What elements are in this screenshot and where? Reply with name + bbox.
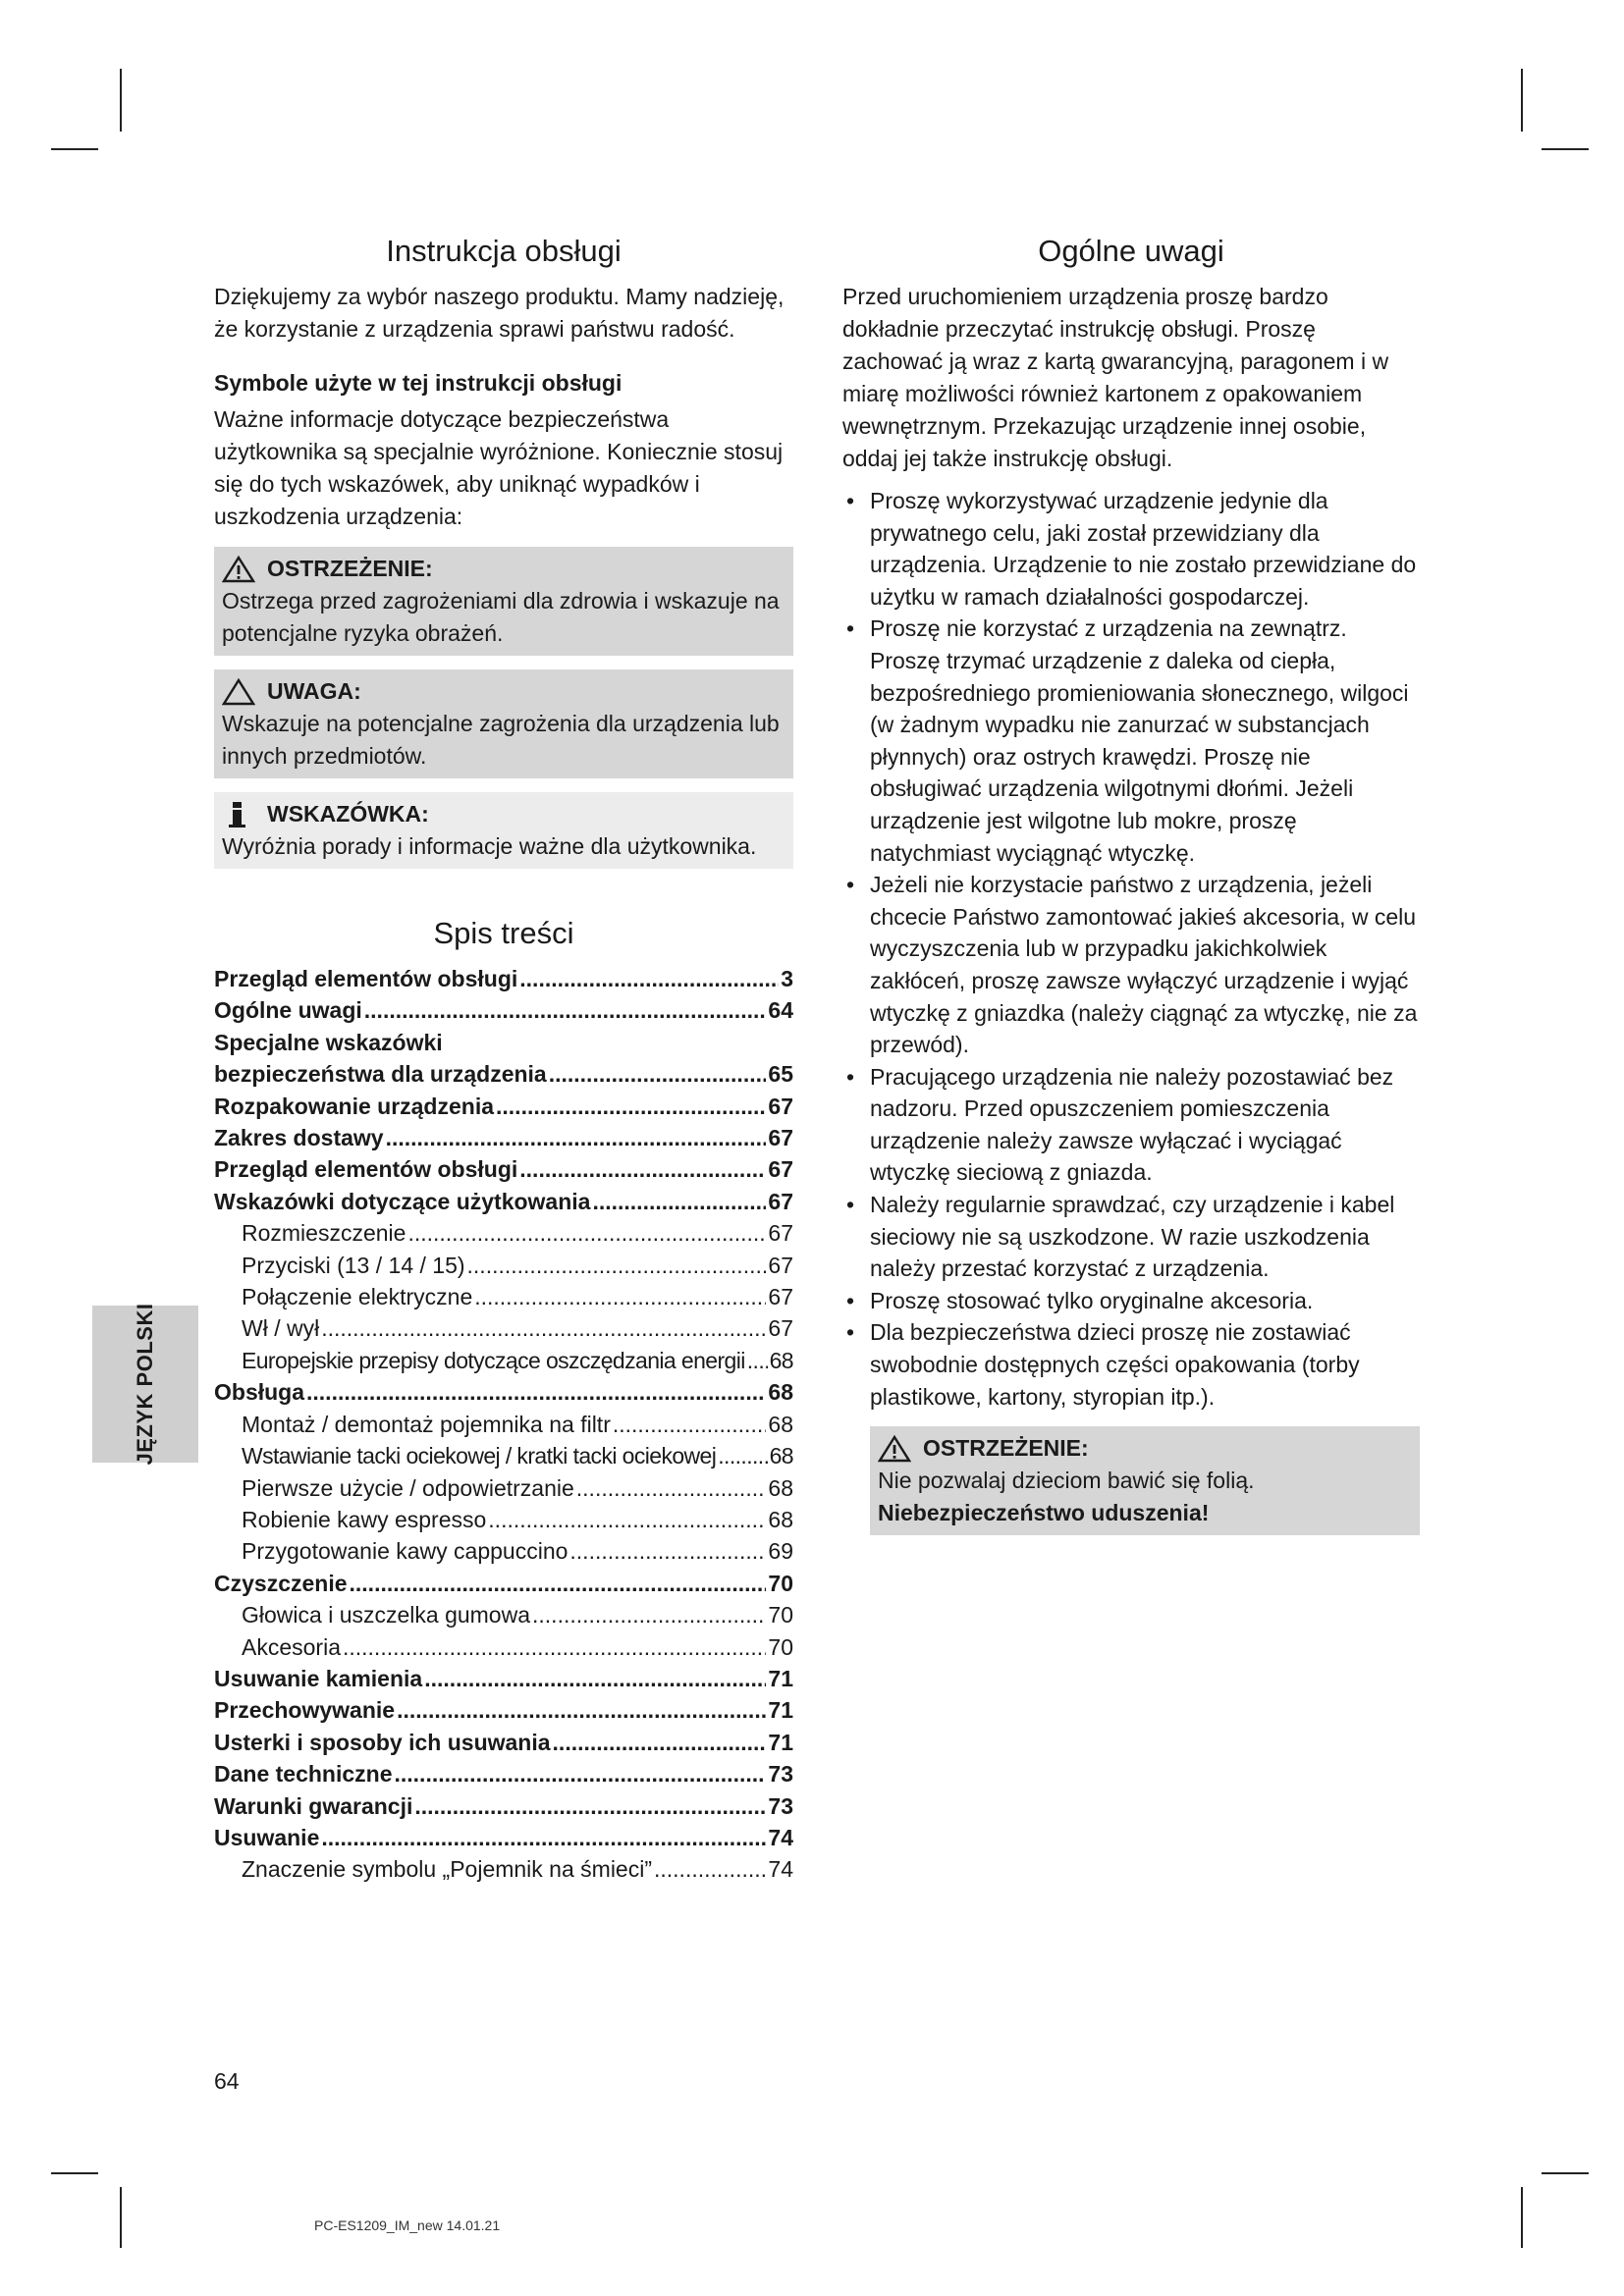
language-side-tab — [92, 1303, 198, 1466]
toc-entry[interactable]: Wskazówki dotyczące użytkowania ..... 67 — [214, 1186, 793, 1217]
right-column — [842, 234, 1420, 1535]
general-notes-intro: Przed uruchomieniem urządzenia proszę bardzo dokładnie przeczytać instrukcję obsługi. Proszę zachować ją wraz z kartą gwarancyjną, paragonem i w miarę możliwości również kartonem z opakowaniem wewnętrznym. Przekazując urządzenie innej osobie, oddaj jej także instrukcję obsługi. — [842, 284, 1389, 471]
crop-mark — [1542, 148, 1589, 150]
symbols-text: Ważne informacje dotyczące bezpieczeństwa użytkownika są specjalnie wyróżnione. Koniecznie stosuj się do tych wskazówek, aby uniknąć wypadków i uszkodzenia urządzenia: — [214, 406, 784, 529]
toc-subentry[interactable]: Akcesoria ..... 70 — [214, 1631, 793, 1663]
note-text: Wyróżnia porady i informacje ważne dla użytkownika. — [222, 833, 757, 859]
warning-title: OSTRZEŻENIE: — [267, 556, 433, 581]
list-item: • Proszę nie korzystać z urządzenia na zewnątrz. Proszę trzymać urządzenie z daleka od ciepła, bezpośredniego promieniowania słonecznego, wilgoci (w żadnym wypadku nie zanurzać w substancjach płynnych) oraz ostrych krawędzi. Proszę nie obsługiwać urządzenia wilgotnymi dłońmi. Jeżeli urządzenie jest wilgotne lub mokre, proszę natychmiast wyciągnąć wtyczkę. — [842, 613, 1420, 869]
packaging-warning-box — [870, 1426, 1420, 1535]
warning-title: OSTRZEŻENIE: — [923, 1435, 1089, 1462]
toc-subentry[interactable]: Głowica i uszczelka gumowa ..... 70 — [214, 1599, 793, 1630]
warning-text: Nie pozwalaj dzieciom bawić się folią. Niebezpieczeństwo uduszenia! — [878, 1468, 1255, 1526]
list-item: • Proszę stosować tylko oryginalne akcesoria. — [842, 1285, 1420, 1317]
info-icon — [222, 800, 255, 829]
toc-entry[interactable]: bezpieczeństwa dla urządzenia ..... 65 — [214, 1058, 793, 1090]
toc-entry[interactable]: Zakres dostawy ..... 67 — [214, 1122, 793, 1153]
list-item: • Proszę wykorzystywać urządzenie jedynie dla prywatnego celu, jaki został przewidziany dla urządzenia. Urządzenie to nie zostało przewidziane do użytku w ramach działalności gospodarczej. — [842, 485, 1420, 613]
caution-text: Wskazuje na potencjalne zagrożenia dla urządzenia lub innych przedmiotów. — [222, 711, 780, 769]
toc-entry[interactable]: Specjalne wskazówki — [214, 1029, 443, 1055]
caution-box — [214, 669, 793, 778]
toc-title: Spis treści — [433, 916, 574, 950]
section-title: Ogólne uwagi — [1038, 234, 1224, 268]
toc-subentry[interactable]: Wstawianie tacki ociekowej / kratki tacki ociekowej ..... 68 — [214, 1440, 793, 1471]
crop-mark — [51, 148, 98, 150]
toc-subentry[interactable]: Znaczenie symbolu „Pojemnik na śmieci” ..... 74 — [214, 1853, 793, 1885]
toc-subentry[interactable]: Robienie kawy espresso ..... 68 — [214, 1504, 793, 1535]
intro-text: Dziękujemy za wybór naszego produktu. Mamy nadzieję, że korzystanie z urządzenia sprawi państwu radość. — [214, 284, 785, 342]
list-item: • Pracującego urządzenia nie należy pozostawiać bez nadzoru. Przed opuszczeniem pomieszczenia urządzenie należy zawsze wyłączać i wyciągać wtyczkę sieciową z gniazda. — [842, 1061, 1420, 1189]
toc-entry[interactable]: Obsługa ..... 68 — [214, 1376, 793, 1408]
toc-entry[interactable]: Przegląd elementów obsługi ..... 3 — [214, 963, 793, 994]
toc-subentry[interactable]: Przygotowanie kawy cappuccino ..... 69 — [214, 1535, 793, 1567]
toc-entry[interactable]: Dane techniczne ..... 73 — [214, 1758, 793, 1789]
table-of-contents — [214, 963, 793, 1886]
list-item: • Dla bezpieczeństwa dzieci proszę nie zostawiać swobodnie dostępnych części opakowania (torby plastikowe, kartony, styropian itp.). — [842, 1316, 1420, 1413]
safety-bullet-list — [842, 485, 1420, 1413]
warning-triangle-icon — [878, 1434, 911, 1464]
toc-subentry[interactable]: Montaż / demontaż pojemnika na filtr ..... 68 — [214, 1409, 793, 1440]
crop-mark — [51, 2172, 98, 2174]
toc-entry[interactable]: Przegląd elementów obsługi ..... 67 — [214, 1153, 793, 1185]
print-footer: PC-ES1209_IM_new 14.01.21 — [314, 2217, 501, 2233]
toc-subentry[interactable]: Połączenie elektryczne ..... 67 — [214, 1281, 793, 1312]
page — [214, 234, 1420, 2197]
warning-triangle-icon — [222, 555, 255, 584]
toc-entry[interactable]: Czyszczenie ..... 70 — [214, 1568, 793, 1599]
toc-entry[interactable]: Usuwanie kamienia ..... 71 — [214, 1663, 793, 1694]
page-number: 64 — [214, 2068, 240, 2094]
warning-box — [214, 547, 793, 656]
crop-mark — [120, 69, 122, 132]
crop-mark — [1521, 2187, 1523, 2248]
toc-subentry[interactable]: Przyciski (13 / 14 / 15) ..... 67 — [214, 1250, 793, 1281]
note-title: WSKAZÓWKA: — [267, 801, 429, 827]
warning-text: Ostrzega przed zagrożeniami dla zdrowia i wskazuje na potencjalne ryzyka obrażeń. — [222, 588, 780, 646]
toc-entry[interactable]: Ogólne uwagi ..... 64 — [214, 994, 793, 1026]
toc-entry[interactable]: Usterki i sposoby ich usuwania ..... 71 — [214, 1727, 793, 1758]
crop-mark — [1521, 69, 1523, 132]
toc-subentry[interactable]: Pierwsze użycie / odpowietrzanie ..... 68 — [214, 1472, 793, 1504]
toc-subentry[interactable]: Europejskie przepisy dotyczące oszczędzania energii ..... 68 — [214, 1345, 793, 1376]
toc-entry[interactable]: Warunki gwarancji ..... 73 — [214, 1790, 793, 1822]
page-title: Instrukcja obsługi — [386, 234, 622, 268]
toc-entry[interactable]: Przechowywanie ..... 71 — [214, 1694, 793, 1726]
crop-mark — [1542, 2172, 1589, 2174]
toc-entry[interactable]: Usuwanie ..... 74 — [214, 1822, 793, 1853]
toc-subentry[interactable]: Rozmieszczenie ..... 67 — [214, 1217, 793, 1249]
note-box — [214, 792, 793, 869]
list-item: • Należy regularnie sprawdzać, czy urządzenie i kabel sieciowy nie są uszkodzone. W razie uszkodzenia należy przestać korzystać z urządzenia. — [842, 1189, 1420, 1285]
crop-mark — [120, 2187, 122, 2248]
symbols-heading: Symbole użyte w tej instrukcji obsługi — [214, 370, 623, 396]
caution-title: UWAGA: — [267, 678, 361, 704]
list-item: • Jeżeli nie korzystacie państwo z urządzenia, jeżeli chcecie Państwo zamontować jakieś akcesoria, w celu wyczyszczenia lub w przypadku jakichkolwiek zakłóceń, proszę zawsze wyłączyć urządzenie i wyjąć wtyczkę z gniazdka (należy ciągnąć za wtyczkę, nie za przewód). — [842, 869, 1420, 1061]
left-column — [214, 234, 793, 1886]
caution-triangle-icon — [222, 677, 255, 707]
language-label: JĘZYK POLSKI — [133, 1303, 157, 1466]
toc-subentry[interactable]: Wł / wył ..... 67 — [214, 1312, 793, 1344]
toc-entry[interactable]: Rozpakowanie urządzenia ..... 67 — [214, 1091, 793, 1122]
